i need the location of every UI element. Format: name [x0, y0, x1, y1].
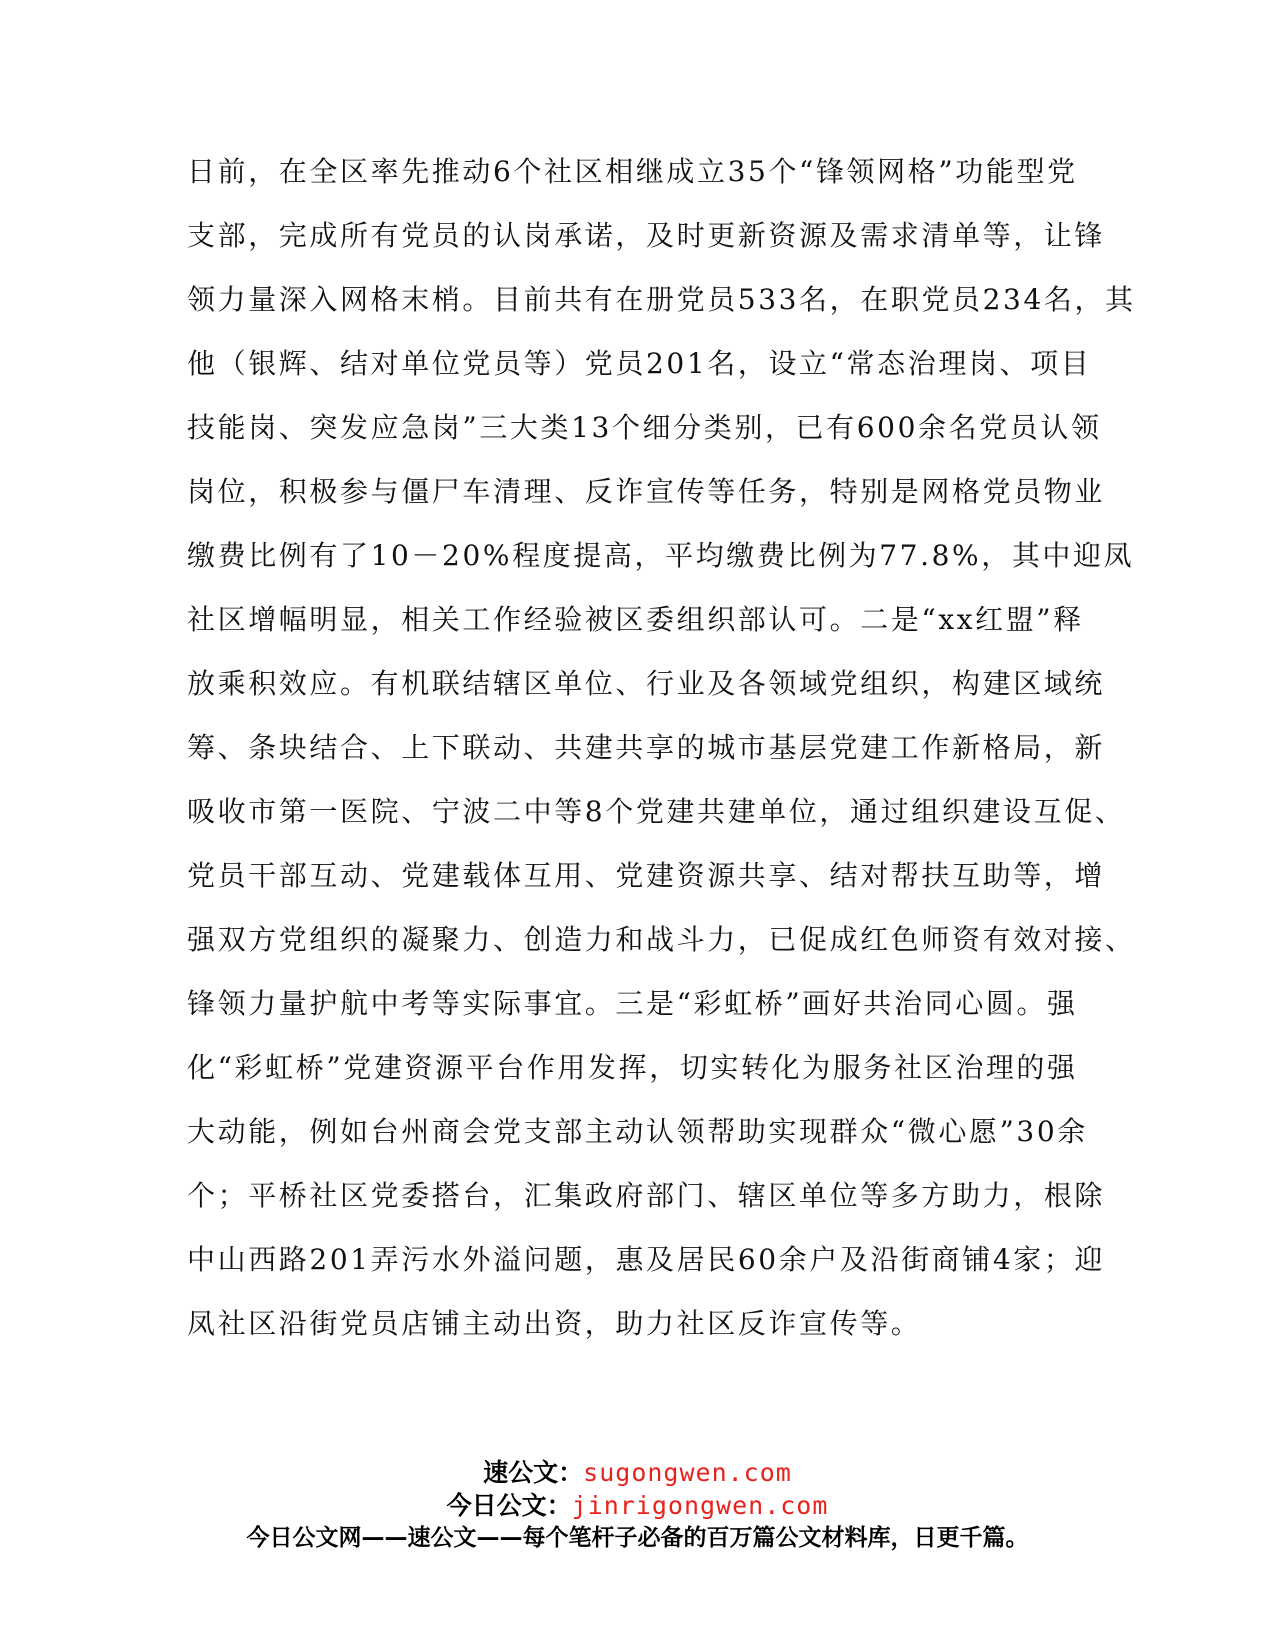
text-line: 技能岗、突发应急岗”三大类13个细分类别，已有600余名党员认领	[187, 411, 1102, 444]
text-line: 强双方党组织的凝聚力、创造力和战斗力，已促成红色师资有效对接、	[187, 923, 1136, 956]
text-line: 大动能，例如台州商会党支部主动认领帮助实现群众“微心愿”30余	[187, 1115, 1088, 1148]
footer-line-jinrigongwen	[0, 1489, 1275, 1522]
footer-label-sugongwen: 速公文：	[483, 1458, 584, 1487]
footer-watermark	[0, 1456, 1275, 1555]
text-line: 他（银辉、结对单位党员等）党员201名，设立“常态治理岗、项目	[187, 347, 1092, 380]
text-line: 凤社区沿街党员店铺主动出资，助力社区反诈宣传等。	[187, 1307, 922, 1340]
text-line: 领力量深入网格末梢。目前共有在册党员533名，在职党员234名，其	[187, 283, 1136, 316]
text-line: 日前，在全区率先推动6个社区相继成立35个“锋领网格”功能型党	[187, 155, 1078, 188]
footer-link-jinrigongwen[interactable]: jinrigongwen.com	[571, 1491, 829, 1520]
text-line: 党员干部互动、党建载体互用、党建资源共享、结对帮扶互助等，增	[187, 859, 1106, 892]
text-line: 岗位，积极参与僵尸车清理、反诈宣传等任务，特别是网格党员物业	[187, 475, 1106, 508]
text-line: 社区增幅明显，相关工作经验被区委组织部认可。二是“xx红盟”释	[187, 603, 1084, 636]
footer-label-jinrigongwen: 今日公文：	[446, 1491, 572, 1520]
footer-slogan: 今日公文网——速公文——每个笔杆子必备的百万篇公文材料库，日更千篇。	[246, 1525, 1029, 1551]
text-line: 缴费比例有了10－20%程度提高，平均缴费比例为77.8%，其中迎凤	[187, 539, 1135, 572]
text-line: 中山西路201弄污水外溢问题，惠及居民60余户及沿街商铺4家；迎	[187, 1243, 1106, 1276]
text-line: 支部，完成所有党员的认岗承诺，及时更新资源及需求清单等，让锋	[187, 219, 1106, 252]
text-line: 锋领力量护航中考等实际事宜。三是“彩虹桥”画好共治同心圆。强	[187, 987, 1078, 1020]
footer-line-sugongwen	[0, 1456, 1275, 1489]
text-line: 吸收市第一医院、宁波二中等8个党建共建单位，通过组织建设互促、	[187, 795, 1126, 828]
text-line: 放乘积效应。有机联结辖区单位、行业及各领域党组织，构建区域统	[187, 667, 1106, 700]
text-line: 筹、条块结合、上下联动、共建共享的城市基层党建工作新格局，新	[187, 731, 1106, 764]
body-paragraph	[187, 140, 1136, 1356]
text-line: 化“彩虹桥”党建资源平台作用发挥，切实转化为服务社区治理的强	[187, 1051, 1078, 1084]
footer-link-sugongwen[interactable]: sugongwen.com	[583, 1458, 792, 1487]
text-line: 个；平桥社区党委搭台，汇集政府部门、辖区单位等多方助力，根除	[187, 1179, 1106, 1212]
